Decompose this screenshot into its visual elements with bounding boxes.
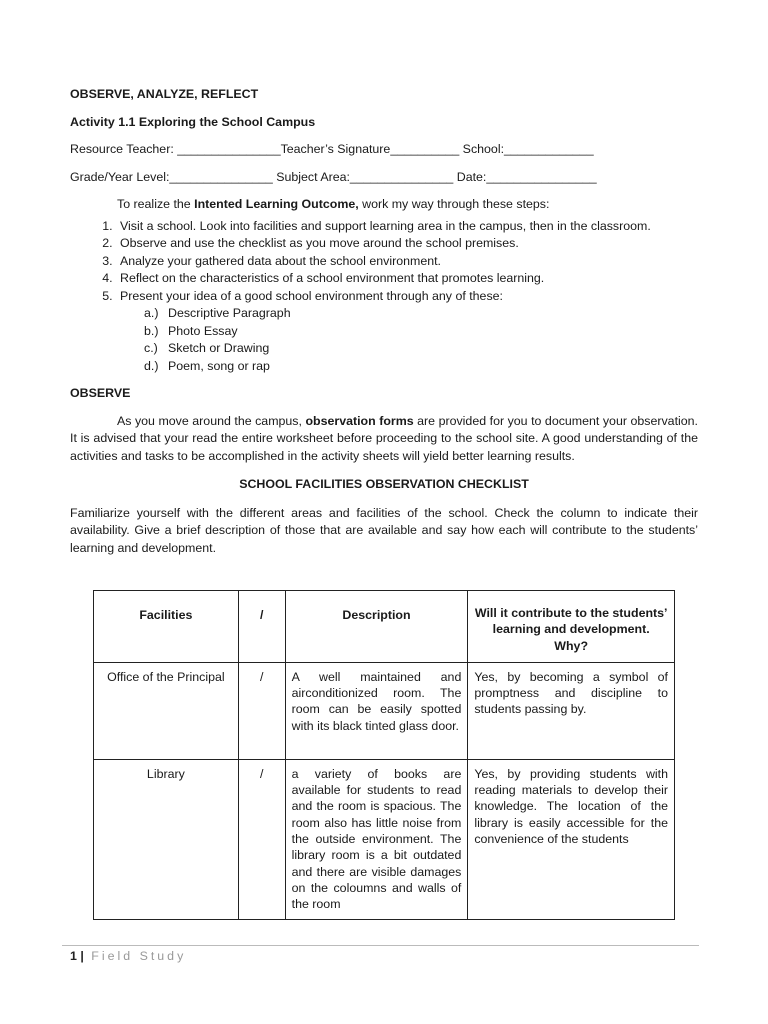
facility-description: A well maintained and airconditionized room. The room can be easily spotted with its black tinted glass door. — [285, 662, 468, 759]
step-item: 3. Analyze your gathered data about the school environment. — [116, 253, 698, 271]
sub-option-text: Descriptive Paragraph — [168, 306, 291, 320]
sub-options-list — [120, 305, 698, 375]
facilities-checklist-table — [93, 590, 675, 920]
step-item: 1. Visit a school. Look into facilities and support learning area in the campus, then in the classroom. — [116, 218, 698, 236]
facility-description: a variety of books are available for students to read and the room is spacious. The room also has little noise from the outside environment. The library room is a bit outdated and there are visible damages on the coloumns and walls of the room — [285, 759, 468, 919]
sub-option-marker: d.) — [144, 358, 159, 373]
availability-check: / — [238, 662, 285, 759]
step-item-text: Present your idea of a good school environment through any of these: — [120, 288, 503, 303]
activity-title: Activity 1.1 Exploring the School Campus — [70, 114, 316, 129]
sub-option-marker: b.) — [144, 323, 159, 338]
observe-paragraph — [70, 413, 698, 466]
facility-name: Library — [94, 759, 239, 919]
facility-contribution: Yes, by becoming a symbol of promptness and discipline to students passing by. — [468, 662, 675, 759]
observe-prefix: As you move around the campus, — [117, 413, 306, 428]
checklist-title: SCHOOL FACILITIES OBSERVATION CHECKLIST — [239, 477, 529, 491]
sub-option — [144, 358, 698, 376]
step-item: 2. Observe and use the checklist as you move around the school premises. — [116, 235, 698, 253]
table-row — [94, 662, 675, 759]
observe-emphasis: observation forms — [305, 413, 414, 428]
observe-heading: OBSERVE — [70, 386, 131, 400]
intro-prefix: To realize the — [117, 197, 195, 211]
page-number: 1 — [70, 949, 77, 963]
intro-emphasis: Intented Learning Outcome, — [194, 197, 359, 211]
form-line-grade-subject-date: Grade/Year Level:_______________ Subject Area:_______________ Date:________________ — [70, 169, 597, 184]
footer-label: Field Study — [91, 949, 187, 963]
section-title: OBSERVE, ANALYZE, REFLECT — [70, 87, 259, 101]
facility-contribution: Yes, by providing students with reading materials to develop their knowledge. The location of the library is easily accessible for the convenience of the students — [468, 759, 675, 919]
sub-option-marker: c.) — [144, 341, 158, 355]
checklist-instructions: Familiarize yourself with the different areas and facilities of the school. Check the column to indicate their availability. Give a brief description of those that are available and say how each will contribute to the students’ learning and development. — [70, 505, 698, 555]
column-header-contribution: Will it contribute to the students’ learning and development. Why? — [468, 591, 675, 663]
sub-option-text: Photo Essay — [168, 323, 238, 338]
document-body — [70, 86, 698, 557]
column-header-facilities: Facilities — [94, 591, 239, 663]
facility-name: Office of the Principal — [94, 662, 239, 759]
intro-suffix: work my way through these steps: — [358, 197, 550, 211]
intro-sentence — [70, 196, 698, 214]
step-item — [116, 288, 698, 376]
sub-option — [144, 305, 698, 323]
table-row — [94, 759, 675, 919]
footer-separator: | — [80, 949, 84, 963]
sub-option-text: Sketch or Drawing — [168, 341, 270, 355]
sub-option-text: Poem, song or rap — [168, 358, 270, 373]
sub-option — [144, 323, 698, 341]
steps-list — [70, 218, 698, 376]
table-header-row — [94, 591, 675, 663]
page-footer — [70, 948, 186, 966]
form-line-teacher-school: Resource Teacher: _______________Teacher’s Signature__________ School:_____________ — [70, 142, 594, 156]
sub-option — [144, 340, 698, 358]
footer-divider — [62, 945, 699, 946]
observe-suffix: are provided for you to document your observation. It is advised that your read the entire worksheet before proceeding to the school site. A good understanding of the activities and tasks to be accomplished in the activity sheets will yield better learning results. — [70, 413, 698, 463]
sub-option-marker: a.) — [144, 306, 159, 320]
column-header-description: Description — [285, 591, 468, 663]
column-header-check: / — [238, 591, 285, 663]
step-item: 4. Reflect on the characteristics of a school environment that promotes learning. — [116, 270, 698, 288]
availability-check: / — [238, 759, 285, 919]
